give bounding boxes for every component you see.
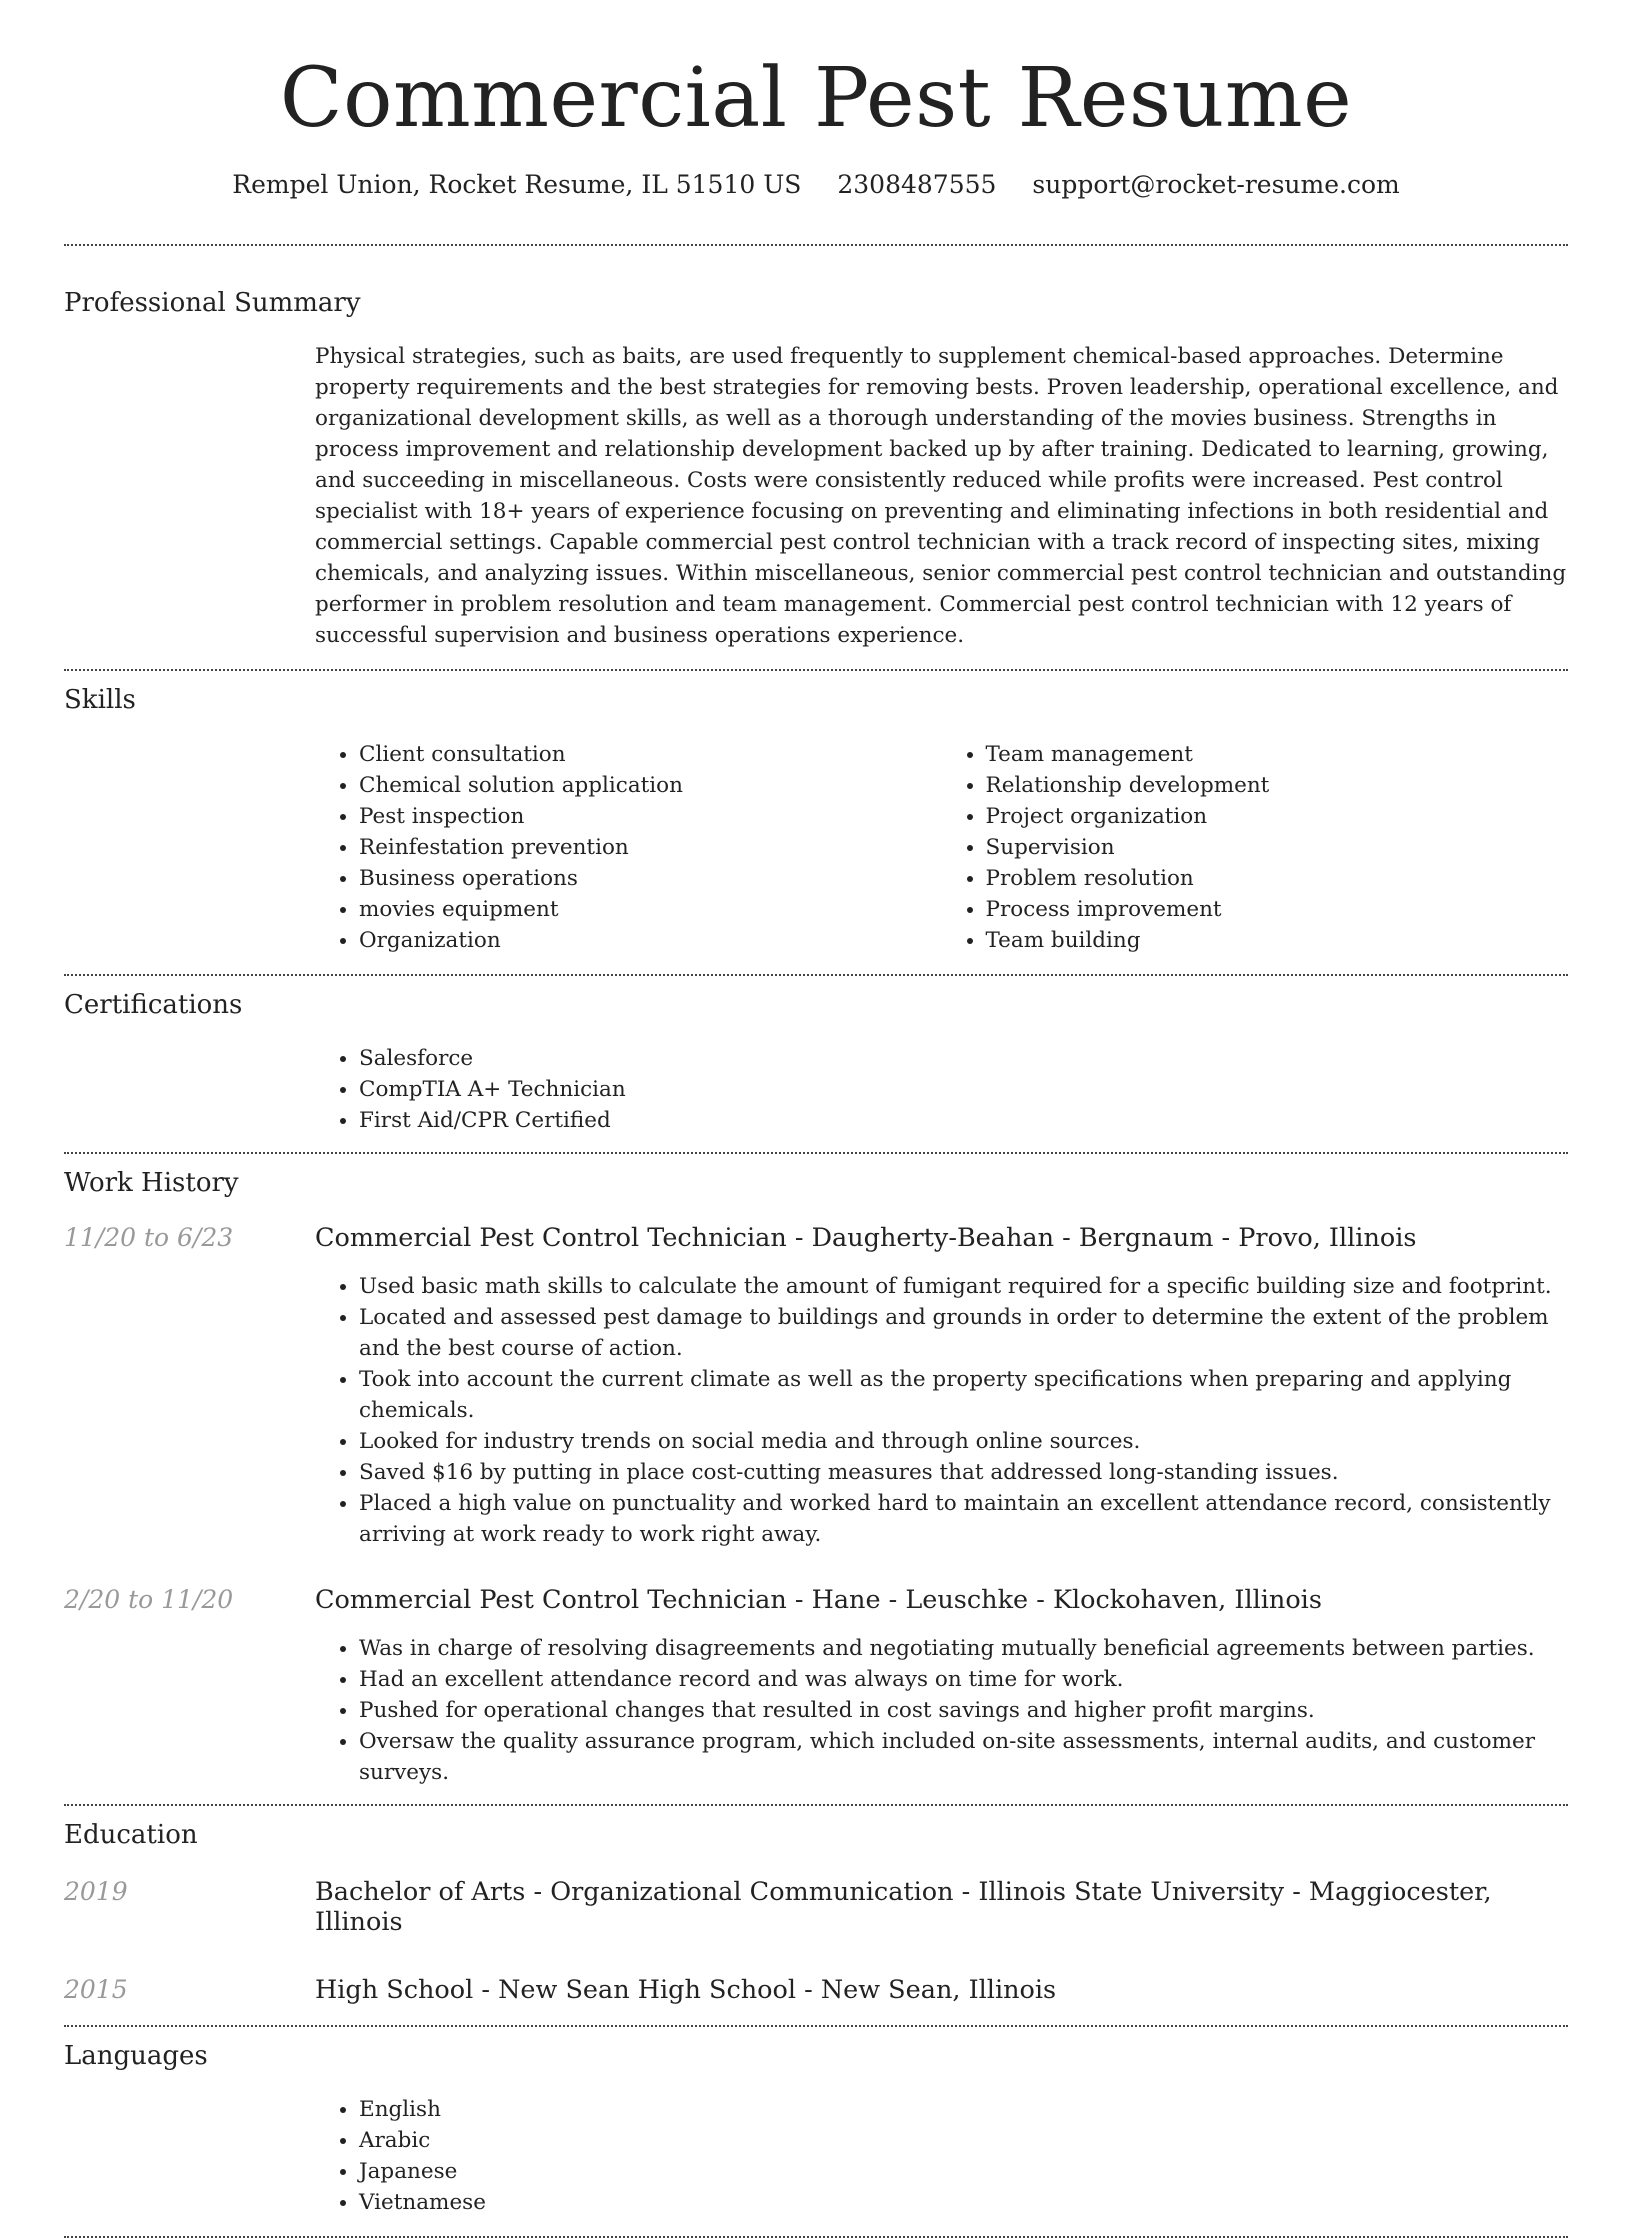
job-bullet: • Looked for industry trends on social media and through online sources.: [359, 1426, 1568, 1457]
certification-item: • First Aid/CPR Certified: [359, 1105, 1568, 1136]
job-bullet: • Saved $16 by putting in place cost-cutting measures that addressed long-standing issues.: [359, 1457, 1568, 1488]
skill-item: • Process improvement: [986, 894, 1569, 925]
education-heading: [315, 1975, 1568, 2005]
section-title-education: Education: [64, 1820, 198, 1851]
work-section: [64, 1154, 1568, 1788]
skill-item: • movies equipment: [359, 894, 942, 925]
summary-content: [315, 341, 1568, 651]
job-bullet: • Oversaw the quality assurance program, which included on-site assessments, internal audits, and customer surveys.: [359, 1726, 1568, 1788]
section-title-summary: Professional Summary: [64, 288, 361, 319]
job-entry: [64, 1585, 1568, 1788]
skill-item: • Reinfestation prevention: [359, 832, 942, 863]
education-year: 2015: [64, 1975, 128, 2005]
job-dates: 2/20 to 11/20: [64, 1585, 234, 1615]
section-title-languages: Languages: [64, 2041, 208, 2072]
job-heading: [315, 1223, 1568, 1253]
job-bullets: [315, 1271, 1568, 1550]
education-entry: [64, 1975, 1568, 2005]
languages-content: [315, 2094, 1568, 2218]
contact-phone: 2308487555: [837, 170, 997, 200]
skill-item: • Business operations: [359, 863, 942, 894]
education-degree: High School: [315, 1975, 474, 2006]
job-heading: [315, 1585, 1568, 1615]
skill-item: • Client consultation: [359, 739, 942, 770]
skill-item: • Problem resolution: [986, 863, 1569, 894]
job-bullet: • Took into account the current climate as well as the property specifications when preparing and applying chemicals.: [359, 1364, 1568, 1426]
resume-header: [64, 0, 1568, 200]
contact-email: support@rocket-resume.com: [1032, 170, 1400, 200]
education-school: - Illinois State University - Maggiocester, Illinois: [315, 1877, 1492, 1938]
education-heading: [315, 1877, 1568, 1937]
summary-section: [64, 246, 1568, 651]
job-details: - Daugherty-Beahan - Bergnaum - Provo, Illinois: [786, 1223, 1417, 1254]
job-bullet: • Had an excellent attendance record and was always on time for work.: [359, 1664, 1568, 1695]
skill-item: • Team management: [986, 739, 1569, 770]
certifications-section: [64, 976, 1568, 1136]
skill-item: • Chemical solution application: [359, 770, 942, 801]
job-entry: [64, 1223, 1568, 1550]
job-bullet: • Was in charge of resolving disagreements and negotiating mutually beneficial agreements between parties.: [359, 1633, 1568, 1664]
education-year: 2019: [64, 1877, 128, 1907]
skill-item: • Team building: [986, 925, 1569, 956]
skills-list-left: [315, 739, 942, 956]
language-item: • Japanese: [359, 2156, 1568, 2187]
job-bullet: • Placed a high value on punctuality and worked hard to maintain an excellent attendance record, consistently arriving at work ready to work right away.: [359, 1488, 1568, 1550]
job-details: - Hane - Leuschke - Klockohaven, Illinois: [786, 1585, 1322, 1616]
certifications-content: [315, 1043, 1568, 1136]
education-field: - Organizational Communication: [525, 1877, 954, 1908]
education-section: [64, 1806, 1568, 2005]
language-item: • Vietnamese: [359, 2187, 1568, 2218]
certifications-list: [315, 1043, 1568, 1136]
skills-list-right: [942, 739, 1569, 956]
contact-line: [64, 170, 1568, 200]
certification-item: • CompTIA A+ Technician: [359, 1074, 1568, 1105]
education-school: - New Sean High School - New Sean, Illinois: [473, 1975, 1057, 2006]
job-bullet: • Located and assessed pest damage to buildings and grounds in order to determine the extent of the problem and the best course of action.: [359, 1302, 1568, 1364]
job-bullet: • Pushed for operational changes that resulted in cost savings and higher profit margins.: [359, 1695, 1568, 1726]
summary-text: Physical strategies, such as baits, are used frequently to supplement chemical-based approaches. Determine property requirements and the best strategies for removing bests. Proven leadership, operational excellence, and organizational development skills, as well as a thorough understanding of the movies business. Strengths in process improvement and relationship development backed up by after training. Dedicated to learning, growing, and succeeding in miscellaneous. Costs were consistently reduced while profits were increased. Pest control specialist with 18+ years of experience focusing on preventing and eliminating infections in both residential and commercial settings. Capable commercial pest control technician with a track record of inspecting sites, mixing chemicals, and analyzing issues. Within miscellaneous, senior commercial pest control technician and outstanding performer in problem resolution and team management. Commercial pest control technician with 12 years of successful supervision and business operations experience.: [315, 344, 1567, 649]
job-main: [315, 1585, 1568, 1788]
skill-item: • Relationship development: [986, 770, 1569, 801]
section-title-skills: Skills: [64, 685, 136, 716]
languages-section: [64, 2027, 1568, 2218]
resume-name: Commercial Pest Resume: [279, 51, 1353, 146]
education-degree: Bachelor of Arts: [315, 1877, 526, 1908]
job-title: Commercial Pest Control Technician: [315, 1585, 787, 1616]
contact-address: Rempel Union, Rocket Resume, IL 51510 US: [232, 170, 802, 200]
certification-item: • Salesforce: [359, 1043, 1568, 1074]
language-item: • Arabic: [359, 2125, 1568, 2156]
skills-content: [315, 739, 1568, 956]
skill-item: • Project organization: [986, 801, 1569, 832]
education-entry: [64, 1877, 1568, 1937]
skills-section: [64, 671, 1568, 955]
skill-item: • Supervision: [986, 832, 1569, 863]
section-title-work: Work History: [64, 1167, 239, 1198]
job-bullets: [315, 1633, 1568, 1788]
section-title-certifications: Certifications: [64, 989, 243, 1020]
language-item: • English: [359, 2094, 1568, 2125]
skill-item: • Organization: [359, 925, 942, 956]
job-bullet: • Used basic math skills to calculate the amount of fumigant required for a specific building size and footprint.: [359, 1271, 1568, 1302]
job-main: [315, 1223, 1568, 1550]
job-dates: 11/20 to 6/23: [64, 1223, 234, 1253]
job-title: Commercial Pest Control Technician: [315, 1223, 787, 1254]
languages-list: [315, 2094, 1568, 2218]
skill-item: • Pest inspection: [359, 801, 942, 832]
